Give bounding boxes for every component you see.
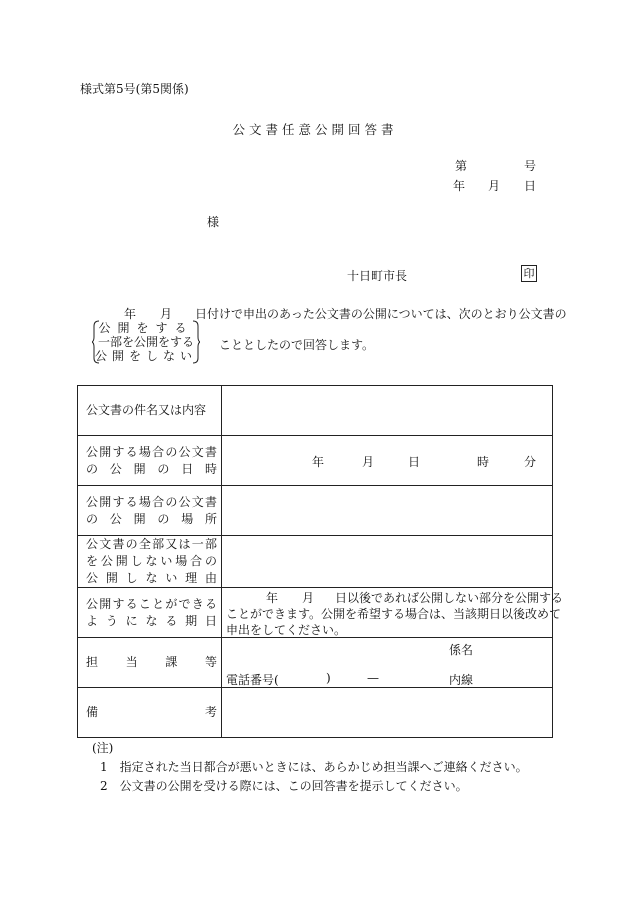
reference-go: 号 [524, 159, 537, 173]
notes-heading: (注) [92, 741, 114, 755]
dt-hour: 時 [477, 455, 490, 469]
table-row [78, 638, 553, 688]
label-line: 公開する場合の公文書 [86, 494, 217, 509]
rd-line-2: ことができます。公開を希望する場合は、当該期日以後改めて [226, 607, 562, 621]
addressee-suffix: 様 [207, 215, 220, 229]
value-reason[interactable] [222, 536, 553, 588]
row-label-subject [78, 386, 222, 436]
table-row [78, 486, 553, 536]
table-row [78, 386, 553, 436]
document-title: 公文書任意公開回答書 [232, 122, 398, 137]
row-label-reason [78, 536, 222, 588]
label-line: を公開しない場合の [86, 554, 217, 568]
intro-month: 月 [160, 307, 173, 321]
option-nondisclose: 公開をしない [94, 349, 197, 363]
label-line: 公開しない理由 [86, 571, 217, 585]
table-row [78, 436, 553, 486]
row-label-datetime [78, 436, 222, 486]
extension: 内線 [449, 673, 474, 687]
option-partial: 一部を公開をする [97, 335, 194, 349]
dt-day: 日 [408, 455, 421, 469]
intro-year: 年 [124, 307, 137, 321]
value-subject[interactable] [222, 386, 553, 436]
table-row [78, 688, 553, 738]
date-month: 月 [488, 179, 501, 193]
rd-line-3: 申出をしてください。 [226, 623, 347, 637]
rd-line-1: 日以後であれば公開しない部分を公開する [335, 591, 564, 605]
row-label-release-date [78, 588, 222, 638]
dt-minute: 分 [524, 455, 537, 469]
section-name: 係名 [449, 643, 474, 657]
value-department[interactable] [222, 638, 553, 688]
row-label-remarks [78, 688, 222, 738]
label-line: 担当課等 [86, 655, 217, 669]
label-line: の公開の場所 [86, 511, 217, 526]
table-row [78, 536, 553, 588]
response-table [77, 385, 564, 738]
reference-dai: 第 [455, 159, 468, 173]
value-remarks[interactable] [222, 688, 553, 738]
note-item: 1 指定された当日都合が悪いときには、あらかじめ担当課へご連絡ください。 [100, 760, 528, 774]
date-day: 日 [524, 179, 537, 193]
label-line: 公文書の件名又は内容 [86, 403, 207, 417]
label-line: 公文書の全部又は一部 [86, 537, 217, 551]
label-line: 公開する場合の公文書 [86, 444, 217, 459]
label-line: ようになる期日 [86, 613, 217, 628]
row-label-department [78, 638, 222, 688]
phone-dash: — [367, 671, 379, 685]
note-item: 2 公文書の公開を受ける際には、この回答書を提示してください。 [100, 779, 468, 793]
dt-year: 年 [312, 455, 325, 469]
sender-name: 十日町市長 [347, 269, 408, 283]
form-number: 様式第5号(第5関係) [80, 82, 189, 96]
value-datetime[interactable] [222, 436, 553, 486]
date-year: 年 [453, 179, 466, 193]
row-label-place [78, 486, 222, 536]
seal-stamp: 印 [521, 265, 537, 282]
rd-year: 年 [266, 591, 279, 605]
label-line: の公開の日時 [86, 461, 217, 476]
rd-month: 月 [302, 591, 315, 605]
value-release-date[interactable] [222, 588, 564, 638]
phone-close: ) [326, 671, 331, 685]
intro-ending: こととしたので回答します。 [219, 338, 375, 352]
table-row [78, 588, 553, 638]
value-place[interactable] [222, 486, 553, 536]
option-disclose: 公開をする [98, 321, 194, 335]
intro-text: 日付けで申出のあった公文書の公開については、次のとおり公文書の [195, 307, 567, 321]
label-line: 公開することができる [86, 596, 217, 611]
label-line: 備考 [86, 705, 217, 719]
phone-number: 電話番号( [226, 673, 279, 687]
dt-month: 月 [362, 455, 375, 469]
disclosure-options [92, 320, 200, 364]
